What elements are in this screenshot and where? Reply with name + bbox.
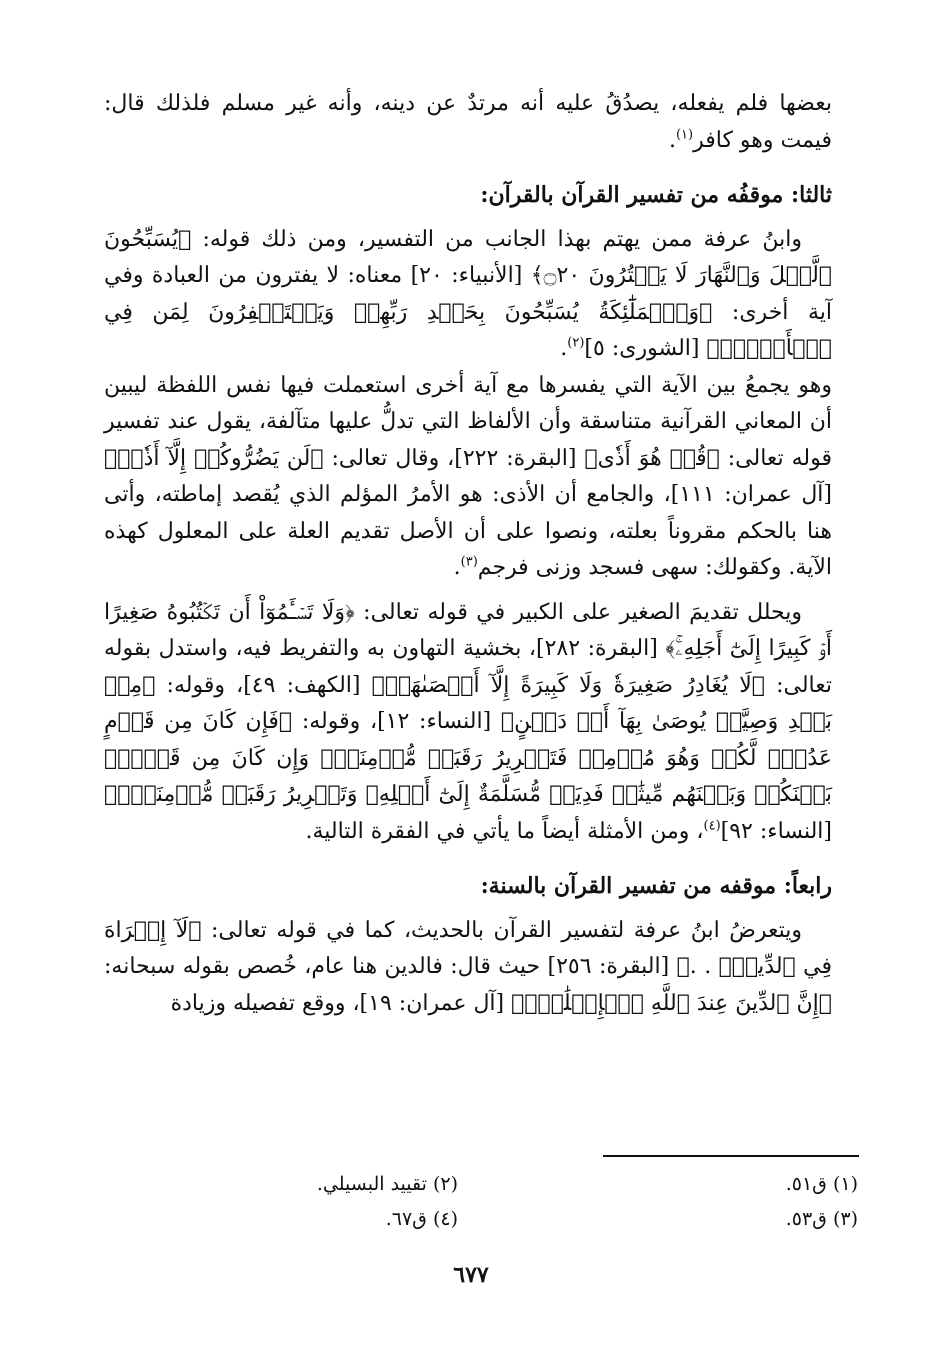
footnote-ref-4: (٤) xyxy=(703,818,721,834)
footnote-ref-3: (٣) xyxy=(460,554,478,570)
footnote-ref-1: (١) xyxy=(675,127,694,143)
paragraph-1: بعضها فلم يفعله، يصدُقُ عليه أنه مرتدٌ عن دينه، وأنه غير مسلم فلذلك قال: فيمت وهو كافر$^{(١)}$. xyxy=(104,91,832,153)
footnote-ref-2: (٢) xyxy=(567,335,585,351)
section-heading-3: ثالثا: موقفُه من تفسير القرآن بالقرآن: xyxy=(480,182,832,208)
footnote-3: (٣) ق٥٣. xyxy=(785,1208,858,1230)
footnote-1: (١) ق٥١. xyxy=(785,1173,858,1195)
paragraph-4 xyxy=(104,595,832,851)
body-text xyxy=(104,86,832,1022)
paragraph-1-text: بعضها فلم يفعله، يصدُقُ عليه أنه مرتدٌ عن دينه، وأنه غير مسلم فلذلك قال: فيمت وهو كافر xyxy=(104,91,832,153)
paragraph-2: وابنُ عرفة ممن يهتم بهذا الجانب من التفسير، ومن ذلك قوله: ﴿يُسَبِّحُونَ ٱلَّيۡلَ وَٱلنَّهَارَ لَا يَفۡتُرُونَ ۝٢٠﴾ [الأنبياء: ٢٠] معناه: لا يفترون من العبادة وفي آية أخرى: ﴿وَٱلۡمَلَٰٓئِكَةُ يُسَبِّحُونَ بِحَمۡدِ رَبِّهِمۡ وَيَسۡتَغۡفِرُونَ لِمَن فِي ٱلۡأَرۡضِۗ﴾ [الشورى: ٥]$^{(٢)}$. xyxy=(104,226,832,361)
paragraph-4-tail: ، ومن الأمثلة أيضاً ما يأتي في الفقرة التالية. xyxy=(305,818,704,844)
paragraph-3: وهو يجمعُ بين الآية التي يفسرها مع آية أخرى استعملت فيها نفس اللفظة ليبين أن المعاني القرآنية متناسقة وأن الألفاظ التي تدلُّ عليها متآلفة، يقول عند تفسير قوله تعالى: ﴿قُلۡ هُوَ أَذٗى﴾ [البقرة: ٢٢٢]، وقال تعالى: ﴿لَن يَضُرُّوكُمۡ إِلَّآ أَذٗىۖ﴾ [آل عمران: ١١١]، والجامع أن الأذى: هو الأمرُ المؤلم الذي يُقصد إماطته، وأتى هنا بالحكم مقروناً بعلته، ونصوا على أن الأصل تقديم العلة على المعلول كهذه الآية. وكقولك: سهى فسجد وزنى فرجم$^{(٣)}$. xyxy=(104,372,832,580)
paragraph-3-text: وهو يجمعُ بين الآية التي يفسرها مع آية أخرى استعملت فيها نفس اللفظة ليبين أن المعاني القرآنية متناسقة وأن الألفاظ التي تدلُّ عليها متآلفة، يقول عند تفسير قوله تعالى: ﴿قُلۡ هُوَ أَذٗى﴾ [البقرة: ٢٢٢]، وقال تعالى: ﴿لَن يَضُرُّوكُمۡ إِلَّآ أَذٗىۖ﴾ [آل عمران: ١١١]، والجامع أن الأذى: هو الأمرُ المؤلم الذي يُقصد إماطته، وأتى هنا بالحكم مقروناً بعلته، ونصوا على أن الأصل تقديم العلة على المعلول كهذه الآية. وكقولك: سهى فسجد وزنى فرجم xyxy=(104,372,832,580)
section-heading-4: رابعاً: موقفه من تفسير القرآن بالسنة: xyxy=(480,873,832,899)
footnote-2: (٢) تقييد البسيلي. xyxy=(316,1173,458,1195)
footnote-separator xyxy=(603,1155,859,1157)
paragraph-2-text: وابنُ عرفة ممن يهتم بهذا الجانب من التفسير، ومن ذلك قوله: ﴿يُسَبِّحُونَ ٱلَّيۡلَ وَٱلنَّهَارَ لَا يَفۡتُرُونَ ۝٢٠﴾ [الأنبياء: ٢٠] معناه: لا يفترون من العبادة وفي آية أخرى: ﴿وَٱلۡمَلَٰٓئِكَةُ يُسَبِّحُونَ بِحَمۡدِ رَبِّهِمۡ وَيَسۡتَغۡفِرُونَ لِمَن فِي ٱلۡأَرۡضِۗ﴾ [الشورى: ٥] xyxy=(104,226,832,361)
footnote-4: (٤) ق٦٧. xyxy=(385,1208,458,1230)
paragraph-5: ويتعرضُ ابنُ عرفة لتفسير القرآن بالحديث، كما في قوله تعالى: ﴿لَآ إِكۡرَاهَ فِي ٱلدِّينِۖ . .﴾ [البقرة: ٢٥٦] حيث قال: فالدين هنا عام، خُصص بقوله سبحانه: ﴿إِنَّ ٱلدِّينَ عِندَ ٱللَّهِ ٱلۡإِسۡلَٰمُۗ﴾ [آل عمران: ١٩]، ووقع تفصيله وزيادة xyxy=(104,917,833,1016)
paragraph-4-text: ويحلل تقديمَ الصغير على الكبير في قوله تعالى: ﴿وَلَا تَسۡـَٔمُوٓاْ أَن تَكۡتُبُوهُ صَغِيرًا أَوۡ كَبِيرًا إِلَىٰٓ أَجَلِهِۦۚ﴾ [البقرة: ٢٨٢]، بخشية التهاون به والتفريط فيه، واستدل بقوله تعالى: ﴿لَا يُغَادِرُ صَغِيرَةٗ وَلَا كَبِيرَةً إِلَّآ أَحۡصَىٰهَاۚ﴾ [الكهف: ٤٩]، وقوله: ﴿مِنۢ بَعۡدِ وَصِيَّةٖ يُوصَىٰ بِهَآ أَوۡ دَيۡنٍ﴾ [النساء: ١٢]، وقوله: ﴿فَإِن كَانَ مِن قَوۡمٍ عَدُوّٖ لَّكُمۡ وَهُوَ مُؤۡمِنٞ فَتَحۡرِيرُ رَقَبَةٖ مُّؤۡمِنَةٖۖ وَإِن كَانَ مِن قَوۡمِۭ بَيۡنَكُمۡ وَبَيۡنَهُم مِّيثَٰقٞ فَدِيَةٞ مُّسَلَّمَةٌ إِلَىٰٓ أَهۡلِهِۦ وَتَحۡرِيرُ رَقَبَةٖ مُّؤۡمِنَةٖۖ﴾ [النساء: ٩٢] xyxy=(104,599,832,844)
page-number: ٦٧٧ xyxy=(453,1262,489,1288)
